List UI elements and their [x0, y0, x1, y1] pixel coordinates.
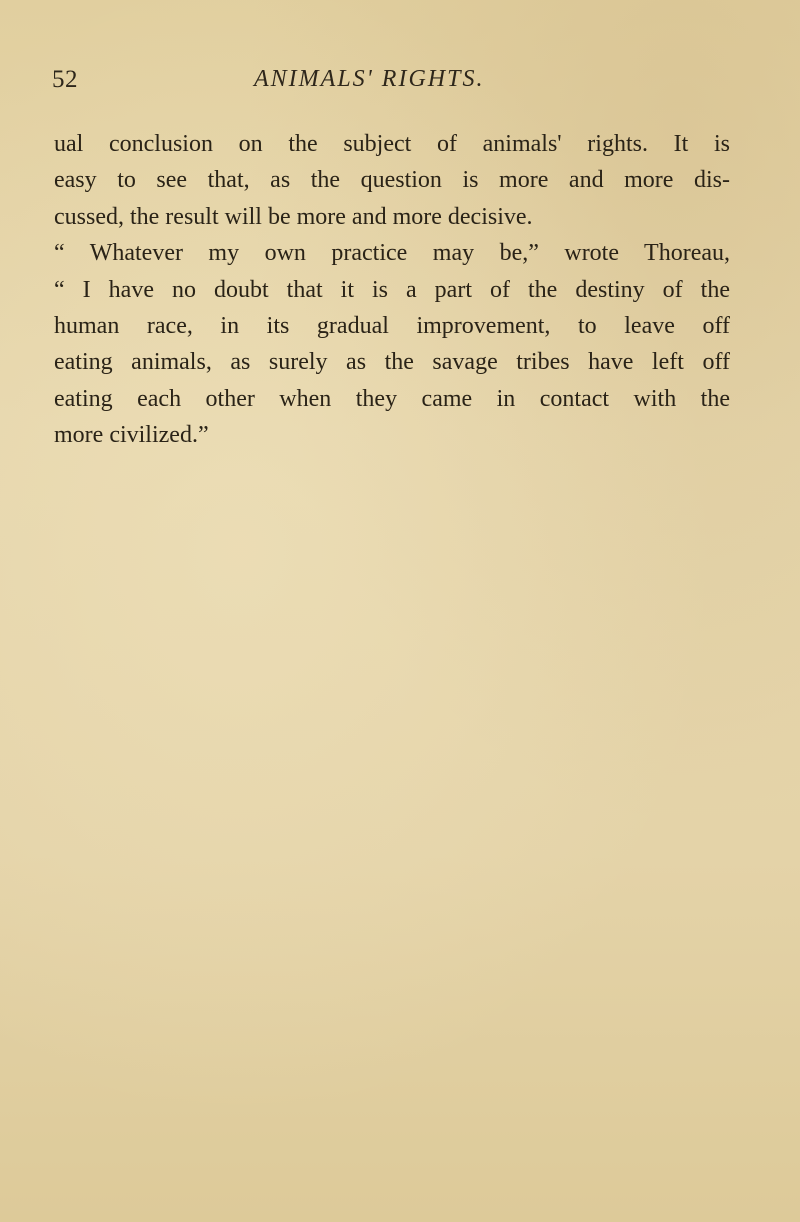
- text-line: “ I have no doubt that it is a part of the destiny of the: [54, 276, 730, 303]
- text-line: human race, in its gradual improvement, to leave off: [54, 312, 730, 339]
- text-line: more civilized.”: [54, 422, 209, 449]
- text-line: “ Whatever my own practice may be,” wrote Thoreau,: [54, 240, 730, 267]
- text-line: ual conclusion on the subject of animals' rights. It is: [54, 131, 730, 157]
- body-paragraph: [54, 126, 730, 454]
- text-line: eating each other when they came in contact with the: [54, 385, 730, 412]
- page-number: 52: [52, 66, 78, 93]
- text-line: cussed, the result will be more and more decisive.: [54, 203, 533, 230]
- page-header: [52, 66, 748, 102]
- text-line: eating animals, as surely as the savage tribes have left off: [54, 349, 730, 376]
- text-line: easy to see that, as the question is more and more dis-: [54, 167, 730, 194]
- running-head: ANIMALS' RIGHTS.: [254, 66, 485, 92]
